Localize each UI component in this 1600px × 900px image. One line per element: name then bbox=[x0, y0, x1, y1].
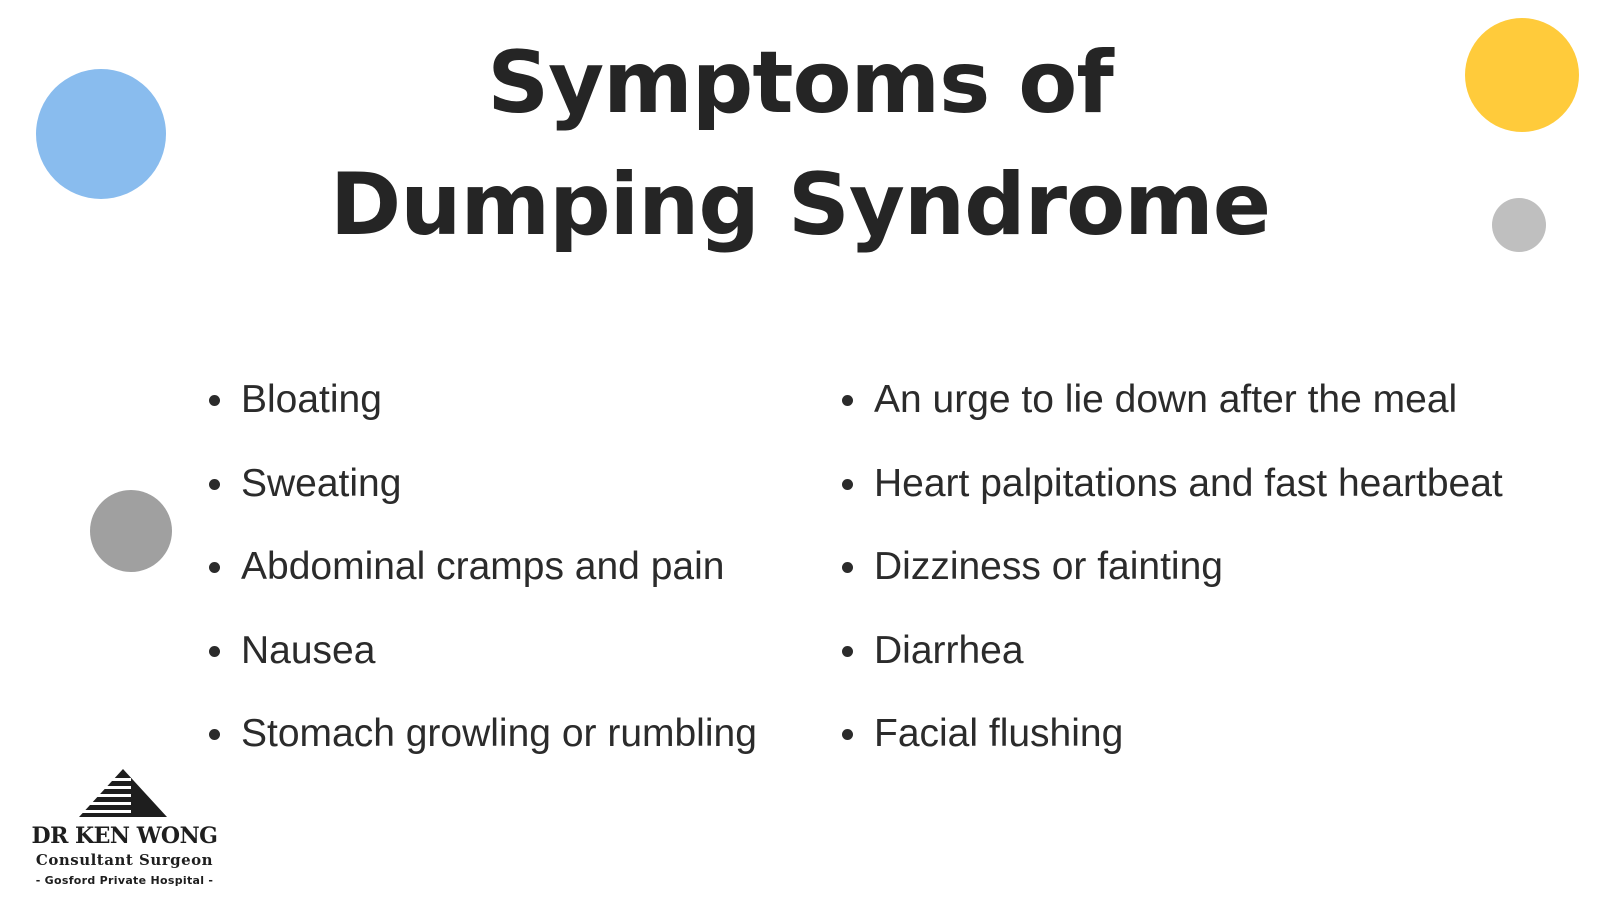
symptom-text: Diarrhea bbox=[874, 628, 1024, 672]
list-item bbox=[205, 525, 825, 609]
symptom-text: An urge to lie down after the meal bbox=[874, 378, 1458, 421]
symptom-text: Nausea bbox=[241, 628, 376, 672]
symptom-text: Dizziness or fainting bbox=[874, 545, 1223, 588]
logo-hospital: - Gosford Private Hospital - bbox=[35, 874, 214, 887]
symptom-text: Facial flushing bbox=[874, 712, 1124, 755]
symptom-text: Abdominal cramps and pain bbox=[241, 545, 725, 588]
yellow-circle-decoration bbox=[1465, 18, 1579, 132]
list-item bbox=[838, 692, 1578, 776]
bullet-icon bbox=[842, 646, 853, 657]
symptom-text: Heart palpitations and fast heartbeat bbox=[874, 461, 1503, 505]
light-grey-circle-decoration bbox=[1492, 198, 1546, 252]
bullet-icon bbox=[842, 395, 853, 406]
slide-title: Symptoms of Dumping Syndrome bbox=[329, 33, 1271, 255]
symptom-text: Bloating bbox=[241, 378, 382, 421]
blue-circle-decoration bbox=[36, 69, 166, 199]
logo-name: DR KEN WONG bbox=[31, 823, 218, 849]
list-item bbox=[205, 692, 825, 776]
list-item bbox=[205, 609, 825, 693]
list-item bbox=[838, 442, 1578, 526]
bullet-icon bbox=[842, 562, 853, 573]
bullet-icon bbox=[209, 479, 220, 490]
list-item bbox=[838, 609, 1578, 693]
bullet-icon bbox=[209, 646, 220, 657]
bullet-icon bbox=[209, 729, 220, 740]
logo bbox=[22, 765, 227, 895]
pyramid-logo-icon bbox=[75, 765, 175, 823]
symptom-text: Sweating bbox=[241, 461, 402, 505]
symptom-list-right bbox=[838, 358, 1578, 776]
list-item bbox=[838, 525, 1578, 609]
bullet-icon bbox=[209, 395, 220, 406]
bullet-icon bbox=[842, 479, 853, 490]
list-item bbox=[205, 358, 825, 442]
symptom-text: Stomach growling or rumbling bbox=[241, 712, 757, 755]
bullet-icon bbox=[842, 729, 853, 740]
list-item bbox=[205, 442, 825, 526]
list-item bbox=[838, 358, 1578, 442]
logo-role: Consultant Surgeon bbox=[35, 851, 214, 869]
grey-circle-decoration bbox=[90, 490, 172, 572]
bullet-icon bbox=[209, 562, 220, 573]
symptom-list-left bbox=[205, 358, 825, 776]
